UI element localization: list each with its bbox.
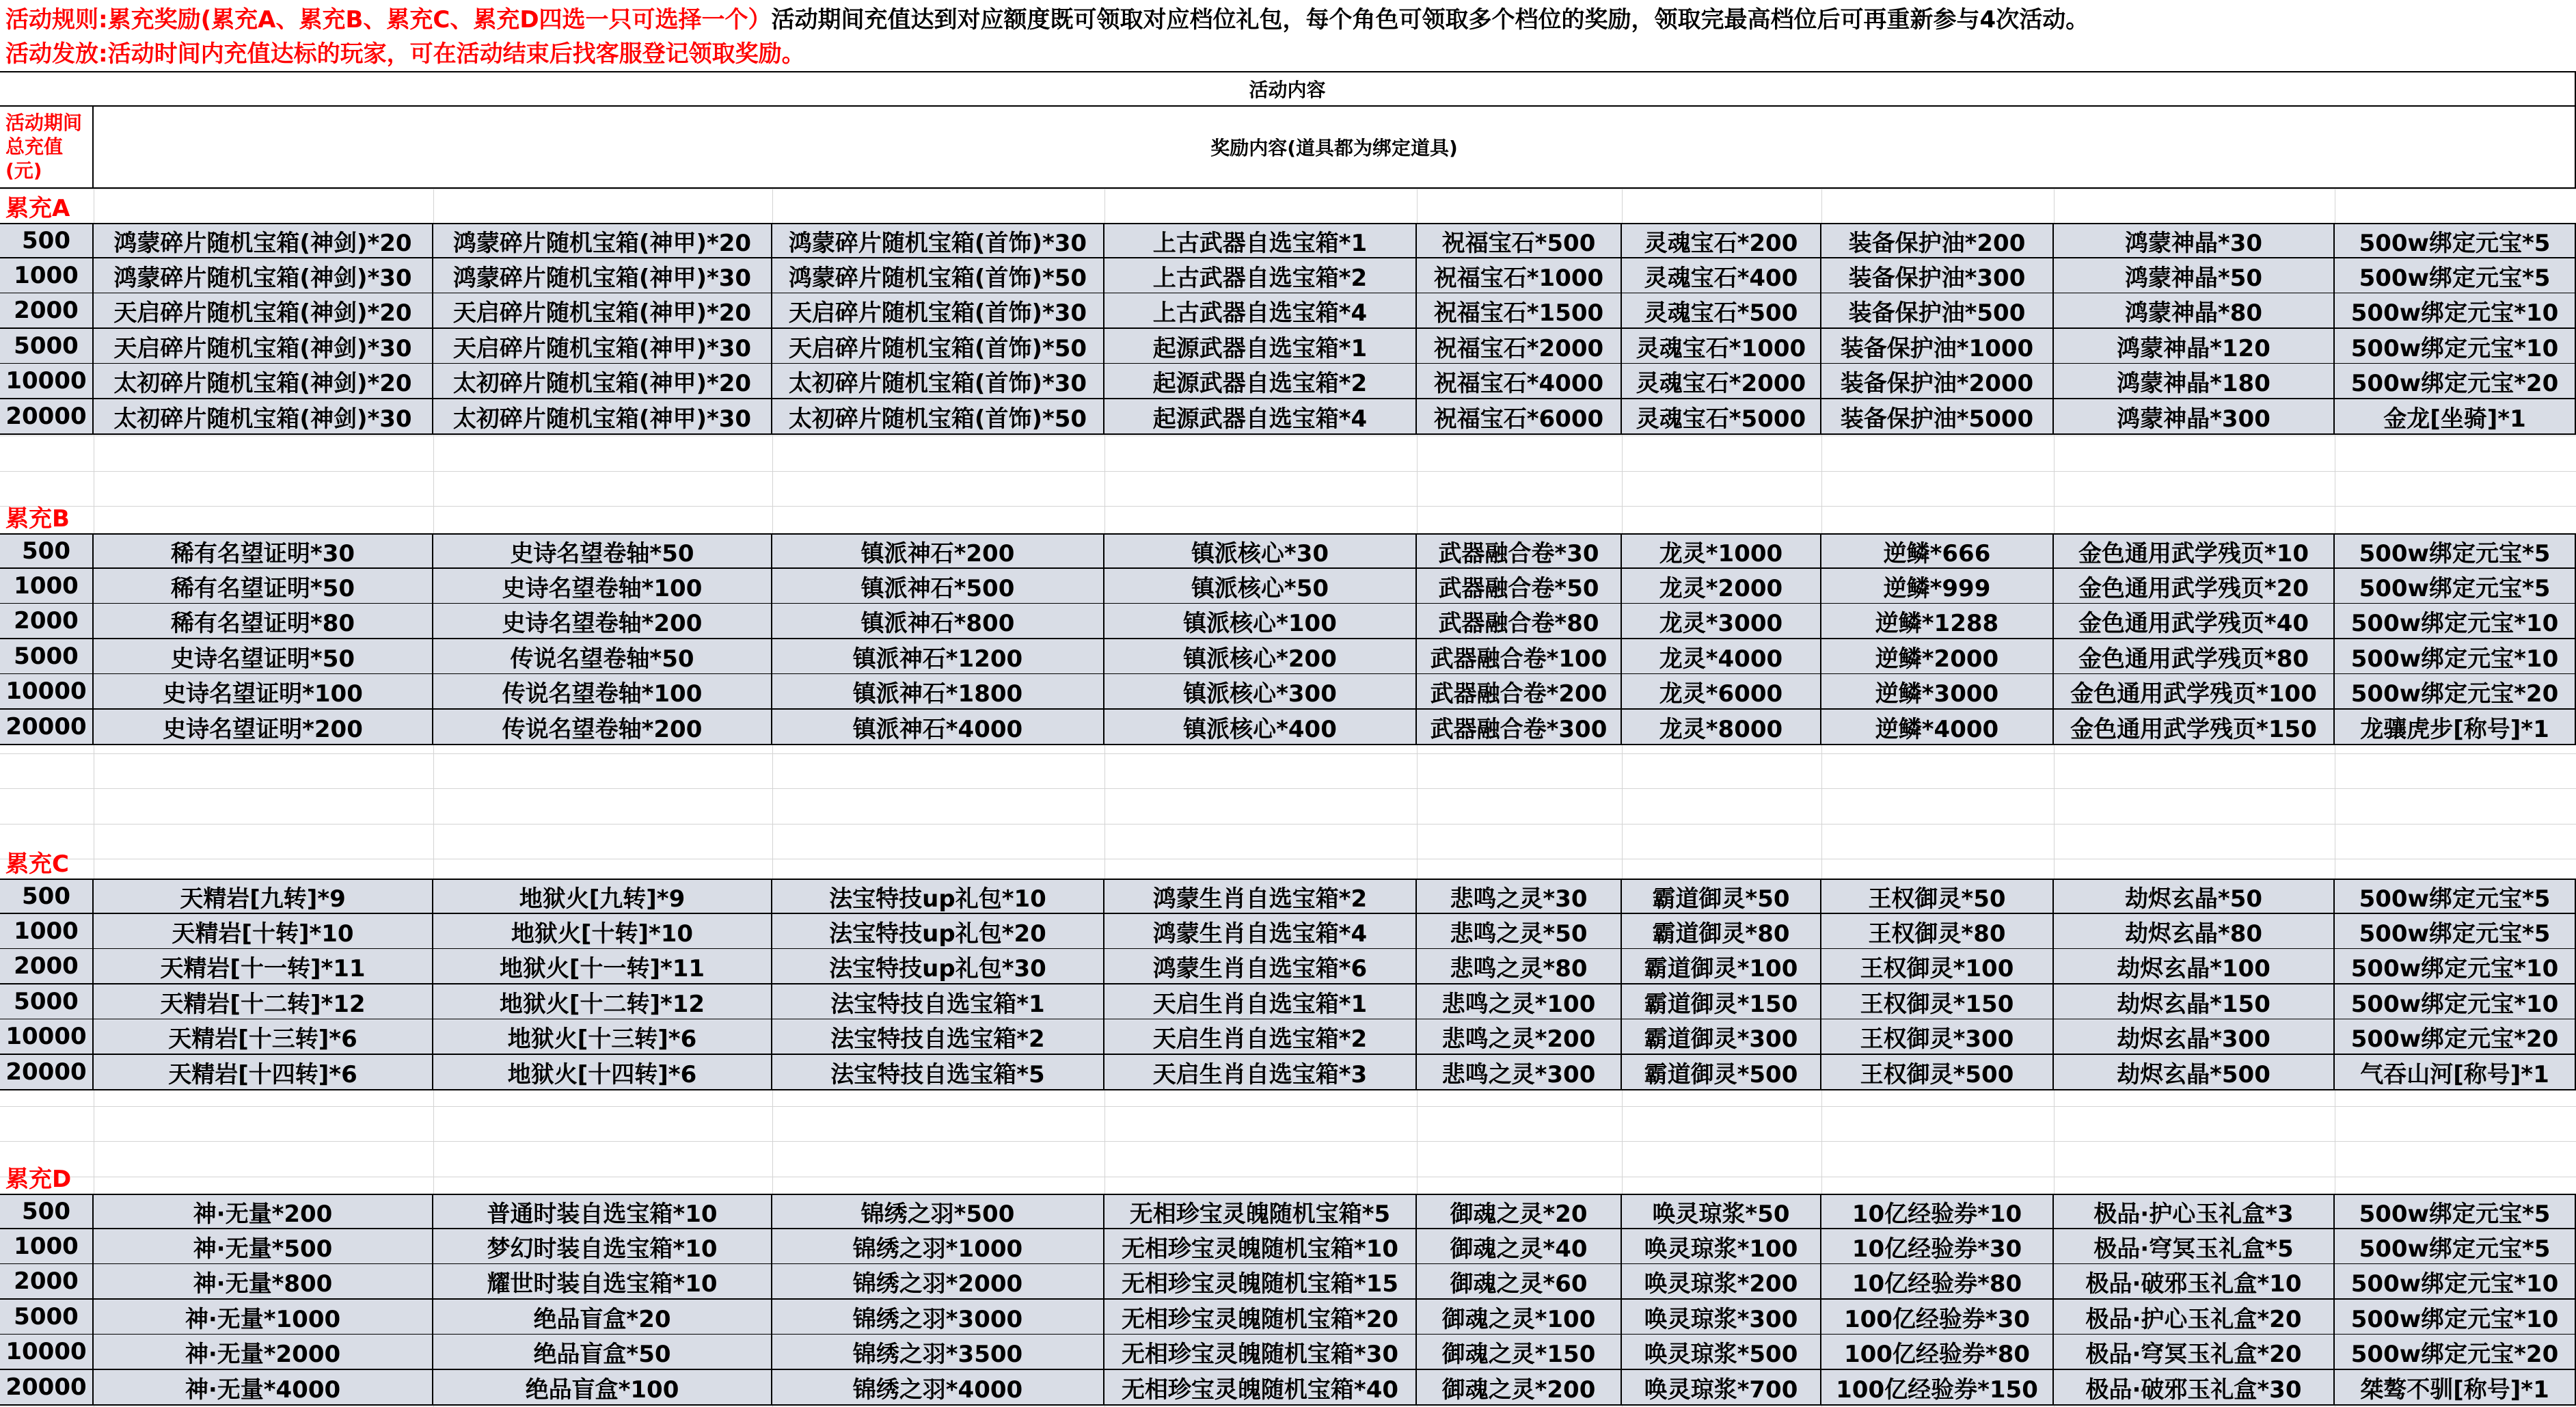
content-title: 活动内容 <box>0 71 2576 107</box>
reward-cell: 霸道御灵*150 <box>1622 984 1821 1020</box>
reward-cell: 悲鸣之灵*30 <box>1417 879 1622 914</box>
reward-cell: 传说名望卷轴*200 <box>433 710 772 745</box>
reward-cell: 祝福宝石*4000 <box>1417 364 1622 399</box>
reward-cell: 天启碎片随机宝箱(神甲)*20 <box>433 293 772 329</box>
reward-cell: 劫烬玄晶*100 <box>2054 949 2335 984</box>
reward-cell: 传说名望卷轴*50 <box>433 639 772 675</box>
reward-cell: 镇派神石*1800 <box>772 674 1104 710</box>
reward-cell: 神·无量*4000 <box>94 1370 433 1406</box>
gridline <box>0 471 2576 472</box>
reward-cell: 绝品盲盒*50 <box>433 1335 772 1370</box>
reward-cell: 稀有名望证明*30 <box>94 533 433 569</box>
reward-cell: 极品·护心玉礼盒*20 <box>2054 1300 2335 1335</box>
reward-cell: 天启生肖自选宝箱*1 <box>1104 984 1417 1020</box>
reward-cell: 史诗名望卷轴*50 <box>433 533 772 569</box>
reward-cell: 起源武器自选宝箱*1 <box>1104 329 1417 364</box>
reward-cell: 镇派核心*400 <box>1104 710 1417 745</box>
reward-cell: 无相珍宝灵魄随机宝箱*30 <box>1104 1335 1417 1370</box>
reward-cell: 普通时装自选宝箱*10 <box>433 1194 772 1229</box>
reward-cell: 10亿经验券*30 <box>1821 1229 2054 1265</box>
reward-cell: 镇派神石*200 <box>772 533 1104 569</box>
reward-cell: 镇派核心*300 <box>1104 674 1417 710</box>
reward-cell: 御魂之灵*200 <box>1417 1370 1622 1406</box>
recharge-amount-cell: 500 <box>0 533 94 569</box>
recharge-amount-cell: 500 <box>0 879 94 914</box>
reward-cell: 500w绑定元宝*10 <box>2335 1264 2576 1300</box>
recharge-amount-cell: 20000 <box>0 710 94 745</box>
reward-cell: 龙灵*4000 <box>1622 639 1821 675</box>
reward-cell: 鸿蒙神晶*300 <box>2054 399 2335 435</box>
reward-cell: 天精岩[十三转]*6 <box>94 1019 433 1055</box>
reward-cell: 太初碎片随机宝箱(神剑)*20 <box>94 364 433 399</box>
reward-cell: 地狱火[十一转]*11 <box>433 949 772 984</box>
reward-cell: 御魂之灵*150 <box>1417 1335 1622 1370</box>
rules-line <box>0 3 2089 37</box>
reward-cell: 龙灵*2000 <box>1622 569 1821 604</box>
reward-cell: 装备保护油*1000 <box>1821 329 2054 364</box>
reward-cell: 王权御灵*150 <box>1821 984 2054 1020</box>
reward-cell: 神·无量*800 <box>94 1264 433 1300</box>
reward-cell: 地狱火[九转]*9 <box>433 879 772 914</box>
reward-cell: 劫烬玄晶*50 <box>2054 879 2335 914</box>
reward-cell: 500w绑定元宝*5 <box>2335 879 2576 914</box>
reward-cell: 逆鳞*1288 <box>1821 604 2054 639</box>
reward-cell: 500w绑定元宝*5 <box>2335 914 2576 950</box>
reward-cell: 耀世时装自选宝箱*10 <box>433 1264 772 1300</box>
reward-cell: 神·无量*200 <box>94 1194 433 1229</box>
reward-cell: 天精岩[十转]*10 <box>94 914 433 950</box>
reward-cell: 金色通用武学残页*80 <box>2054 639 2335 675</box>
reward-cell: 500w绑定元宝*10 <box>2335 329 2576 364</box>
section-label: 累充D <box>5 1165 72 1193</box>
recharge-amount-cell: 5000 <box>0 329 94 364</box>
reward-cell: 100亿经验券*80 <box>1821 1335 2054 1370</box>
reward-cell: 锦绣之羽*2000 <box>772 1264 1104 1300</box>
reward-cell: 灵魂宝石*1000 <box>1622 329 1821 364</box>
reward-cell: 祝福宝石*1500 <box>1417 293 1622 329</box>
reward-cell: 500w绑定元宝*20 <box>2335 674 2576 710</box>
reward-cell: 龙灵*1000 <box>1622 533 1821 569</box>
reward-cell: 无相珍宝灵魄随机宝箱*20 <box>1104 1300 1417 1335</box>
recharge-amount-cell: 20000 <box>0 1055 94 1090</box>
reward-cell: 500w绑定元宝*5 <box>2335 223 2576 258</box>
reward-cell: 鸿蒙神晶*30 <box>2054 223 2335 258</box>
section-label: 累充B <box>5 505 70 533</box>
reward-cell: 起源武器自选宝箱*4 <box>1104 399 1417 435</box>
reward-cell: 地狱火[十二转]*12 <box>433 984 772 1020</box>
reward-cell: 500w绑定元宝*10 <box>2335 949 2576 984</box>
reward-cell: 悲鸣之灵*300 <box>1417 1055 1622 1090</box>
reward-cell: 100亿经验券*30 <box>1821 1300 2054 1335</box>
reward-cell: 神·无量*500 <box>94 1229 433 1265</box>
reward-cell: 悲鸣之灵*80 <box>1417 949 1622 984</box>
reward-cell: 金色通用武学残页*100 <box>2054 674 2335 710</box>
reward-cell: 装备保护油*2000 <box>1821 364 2054 399</box>
reward-cell: 无相珍宝灵魄随机宝箱*40 <box>1104 1370 1417 1406</box>
reward-cell: 上古武器自选宝箱*4 <box>1104 293 1417 329</box>
rule-label: 活动规则:累充奖励(累充A、累充B、累充C、累充D四选一只可选择一个） <box>5 6 772 34</box>
reward-cell: 传说名望卷轴*100 <box>433 674 772 710</box>
reward-cell: 劫烬玄晶*300 <box>2054 1019 2335 1055</box>
reward-cell: 御魂之灵*40 <box>1417 1229 1622 1265</box>
gridline <box>0 753 2576 754</box>
reward-cell: 悲鸣之灵*200 <box>1417 1019 1622 1055</box>
reward-cell: 极品·破邪玉礼盒*30 <box>2054 1370 2335 1406</box>
reward-cell: 太初碎片随机宝箱(神甲)*20 <box>433 364 772 399</box>
reward-cell: 唤灵琼浆*50 <box>1622 1194 1821 1229</box>
reward-cell: 御魂之灵*60 <box>1417 1264 1622 1300</box>
reward-cell: 镇派神石*500 <box>772 569 1104 604</box>
reward-cell: 史诗名望证明*50 <box>94 639 433 675</box>
reward-cell: 稀有名望证明*50 <box>94 569 433 604</box>
reward-cell: 锦绣之羽*3500 <box>772 1335 1104 1370</box>
reward-cell: 鸿蒙神晶*80 <box>2054 293 2335 329</box>
reward-cell: 王权御灵*50 <box>1821 879 2054 914</box>
reward-cell: 装备保护油*200 <box>1821 223 2054 258</box>
reward-cell: 鸿蒙神晶*180 <box>2054 364 2335 399</box>
reward-cell: 500w绑定元宝*5 <box>2335 258 2576 294</box>
reward-cell: 地狱火[十四转]*6 <box>433 1055 772 1090</box>
reward-cell: 史诗名望卷轴*200 <box>433 604 772 639</box>
reward-cell: 王权御灵*80 <box>1821 914 2054 950</box>
reward-cell: 灵魂宝石*400 <box>1622 258 1821 294</box>
reward-cell: 史诗名望证明*100 <box>94 674 433 710</box>
reward-cell: 唤灵琼浆*300 <box>1622 1300 1821 1335</box>
recharge-amount-cell: 10000 <box>0 1019 94 1055</box>
reward-cell: 500w绑定元宝*5 <box>2335 533 2576 569</box>
reward-cell: 法宝特技up礼包*10 <box>772 879 1104 914</box>
recharge-amount-cell: 20000 <box>0 1370 94 1406</box>
reward-cell: 武器融合卷*50 <box>1417 569 1622 604</box>
reward-cell: 龙灵*6000 <box>1622 674 1821 710</box>
reward-cell: 祝福宝石*1000 <box>1417 258 1622 294</box>
reward-cell: 灵魂宝石*500 <box>1622 293 1821 329</box>
reward-cell: 500w绑定元宝*10 <box>2335 1300 2576 1335</box>
reward-cell: 地狱火[十转]*10 <box>433 914 772 950</box>
reward-cell: 霸道御灵*50 <box>1622 879 1821 914</box>
reward-cell: 鸿蒙碎片随机宝箱(神甲)*20 <box>433 223 772 258</box>
recharge-amount-cell: 5000 <box>0 984 94 1020</box>
reward-cell: 唤灵琼浆*700 <box>1622 1370 1821 1406</box>
reward-cell: 法宝特技up礼包*30 <box>772 949 1104 984</box>
reward-cell: 地狱火[十三转]*6 <box>433 1019 772 1055</box>
reward-cell: 龙灵*3000 <box>1622 604 1821 639</box>
recharge-amount-cell: 10000 <box>0 364 94 399</box>
reward-cell: 鸿蒙碎片随机宝箱(神甲)*30 <box>433 258 772 294</box>
reward-cell: 极品·破邪玉礼盒*10 <box>2054 1264 2335 1300</box>
reward-cell: 悲鸣之灵*50 <box>1417 914 1622 950</box>
reward-cell: 天精岩[九转]*9 <box>94 879 433 914</box>
reward-cell: 镇派核心*100 <box>1104 604 1417 639</box>
recharge-amount-cell: 1000 <box>0 914 94 950</box>
reward-cell: 装备保护油*300 <box>1821 258 2054 294</box>
gridline <box>0 1141 2576 1142</box>
reward-cell: 500w绑定元宝*10 <box>2335 604 2576 639</box>
reward-cell: 鸿蒙神晶*120 <box>2054 329 2335 364</box>
reward-cell: 鸿蒙碎片随机宝箱(神剑)*30 <box>94 258 433 294</box>
reward-cell: 10亿经验券*80 <box>1821 1264 2054 1300</box>
reward-cell: 祝福宝石*6000 <box>1417 399 1622 435</box>
reward-cell: 神·无量*2000 <box>94 1335 433 1370</box>
reward-cell: 鸿蒙碎片随机宝箱(神剑)*20 <box>94 223 433 258</box>
reward-cell: 鸿蒙神晶*50 <box>2054 258 2335 294</box>
reward-cell: 10亿经验券*10 <box>1821 1194 2054 1229</box>
reward-cell: 金色通用武学残页*10 <box>2054 533 2335 569</box>
reward-cell: 绝品盲盒*100 <box>433 1370 772 1406</box>
reward-cell: 武器融合卷*30 <box>1417 533 1622 569</box>
recharge-amount-cell: 5000 <box>0 639 94 675</box>
reward-cell: 金色通用武学残页*20 <box>2054 569 2335 604</box>
recharge-amount-cell: 2000 <box>0 604 94 639</box>
reward-cell: 上古武器自选宝箱*1 <box>1104 223 1417 258</box>
reward-cell: 镇派神石*4000 <box>772 710 1104 745</box>
reward-cell: 法宝特技自选宝箱*5 <box>772 1055 1104 1090</box>
reward-cell: 500w绑定元宝*10 <box>2335 293 2576 329</box>
gridline <box>0 1106 2576 1107</box>
reward-cell: 逆鳞*666 <box>1821 533 2054 569</box>
reward-cell: 装备保护油*500 <box>1821 293 2054 329</box>
reward-cell: 唤灵琼浆*100 <box>1622 1229 1821 1265</box>
reward-cell: 灵魂宝石*2000 <box>1622 364 1821 399</box>
reward-cell: 武器融合卷*100 <box>1417 639 1622 675</box>
reward-cell: 劫烬玄晶*500 <box>2054 1055 2335 1090</box>
reward-cell: 灵魂宝石*200 <box>1622 223 1821 258</box>
reward-cell: 法宝特技up礼包*20 <box>772 914 1104 950</box>
reward-cell: 史诗名望卷轴*100 <box>433 569 772 604</box>
reward-cell: 绝品盲盒*20 <box>433 1300 772 1335</box>
recharge-amount-cell: 20000 <box>0 399 94 435</box>
recharge-amount-cell: 500 <box>0 1194 94 1229</box>
reward-cell: 龙灵*8000 <box>1622 710 1821 745</box>
gridline <box>0 506 2576 507</box>
reward-cell: 太初碎片随机宝箱(首饰)*30 <box>772 364 1104 399</box>
recharge-amount-cell: 5000 <box>0 1300 94 1335</box>
reward-cell: 镇派核心*30 <box>1104 533 1417 569</box>
reward-cell: 史诗名望证明*200 <box>94 710 433 745</box>
reward-cell: 起源武器自选宝箱*2 <box>1104 364 1417 399</box>
reward-cell: 天精岩[十一转]*11 <box>94 949 433 984</box>
reward-cell: 天启碎片随机宝箱(神剑)*20 <box>94 293 433 329</box>
reward-cell: 太初碎片随机宝箱(首饰)*50 <box>772 399 1104 435</box>
reward-cell: 锦绣之羽*3000 <box>772 1300 1104 1335</box>
reward-cell: 御魂之灵*100 <box>1417 1300 1622 1335</box>
distribution-line: 活动发放:活动时间内充值达标的玩家，可在活动结束后找客服登记领取奖励。 <box>5 40 805 68</box>
reward-cell: 桀骜不驯[称号]*1 <box>2335 1370 2576 1406</box>
reward-cell: 无相珍宝灵魄随机宝箱*5 <box>1104 1194 1417 1229</box>
reward-cell: 500w绑定元宝*5 <box>2335 569 2576 604</box>
reward-cell: 霸道御灵*500 <box>1622 1055 1821 1090</box>
reward-cell: 法宝特技自选宝箱*2 <box>772 1019 1104 1055</box>
recharge-amount-cell: 2000 <box>0 293 94 329</box>
reward-cell: 装备保护油*5000 <box>1821 399 2054 435</box>
reward-cell: 天启碎片随机宝箱(首饰)*50 <box>772 329 1104 364</box>
reward-cell: 霸道御灵*300 <box>1622 1019 1821 1055</box>
reward-cell: 逆鳞*2000 <box>1821 639 2054 675</box>
reward-cell: 祝福宝石*2000 <box>1417 329 1622 364</box>
reward-cell: 神·无量*1000 <box>94 1300 433 1335</box>
reward-cell: 极品·穹冥玉礼盒*20 <box>2054 1335 2335 1370</box>
rule-text: 活动期间充值达到对应额度既可领取对应档位礼包，每个角色可领取多个档位的奖励，领取完最高档位后可再重新参与4次活动。 <box>771 6 2089 34</box>
reward-cell: 武器融合卷*80 <box>1417 604 1622 639</box>
recharge-amount-cell: 2000 <box>0 949 94 984</box>
reward-cell: 王权御灵*300 <box>1821 1019 2054 1055</box>
reward-cell: 天启生肖自选宝箱*2 <box>1104 1019 1417 1055</box>
recharge-amount-cell: 2000 <box>0 1264 94 1300</box>
reward-cell: 极品·护心玉礼盒*3 <box>2054 1194 2335 1229</box>
reward-cell: 镇派核心*200 <box>1104 639 1417 675</box>
reward-cell: 锦绣之羽*4000 <box>772 1370 1104 1406</box>
reward-cell: 逆鳞*4000 <box>1821 710 2054 745</box>
reward-cell: 天精岩[十四转]*6 <box>94 1055 433 1090</box>
reward-cell: 稀有名望证明*80 <box>94 604 433 639</box>
reward-cell: 锦绣之羽*500 <box>772 1194 1104 1229</box>
reward-cell: 逆鳞*999 <box>1821 569 2054 604</box>
total-recharge-header: 活动期间总充值(元) <box>0 107 94 189</box>
reward-cell: 金色通用武学残页*40 <box>2054 604 2335 639</box>
reward-cell: 霸道御灵*100 <box>1622 949 1821 984</box>
section-label: 累充A <box>5 194 70 222</box>
reward-cell: 500w绑定元宝*20 <box>2335 1019 2576 1055</box>
gridline <box>0 788 2576 789</box>
reward-cell: 金龙[坐骑]*1 <box>2335 399 2576 435</box>
section-label: 累充C <box>5 850 69 878</box>
reward-cell: 灵魂宝石*5000 <box>1622 399 1821 435</box>
reward-cell: 武器融合卷*300 <box>1417 710 1622 745</box>
reward-cell: 500w绑定元宝*10 <box>2335 984 2576 1020</box>
reward-cell: 无相珍宝灵魄随机宝箱*15 <box>1104 1264 1417 1300</box>
reward-cell: 太初碎片随机宝箱(神剑)*30 <box>94 399 433 435</box>
reward-cell: 龙骧虎步[称号]*1 <box>2335 710 2576 745</box>
reward-cell: 天启碎片随机宝箱(神甲)*30 <box>433 329 772 364</box>
reward-cell: 镇派核心*50 <box>1104 569 1417 604</box>
reward-cell: 祝福宝石*500 <box>1417 223 1622 258</box>
reward-cell: 劫烬玄晶*150 <box>2054 984 2335 1020</box>
reward-cell: 镇派神石*1200 <box>772 639 1104 675</box>
recharge-amount-cell: 1000 <box>0 569 94 604</box>
reward-cell: 鸿蒙生肖自选宝箱*2 <box>1104 879 1417 914</box>
recharge-amount-cell: 10000 <box>0 1335 94 1370</box>
reward-cell: 王权御灵*100 <box>1821 949 2054 984</box>
reward-cell: 天启碎片随机宝箱(神剑)*30 <box>94 329 433 364</box>
reward-cell: 无相珍宝灵魄随机宝箱*10 <box>1104 1229 1417 1265</box>
reward-cell: 梦幻时装自选宝箱*10 <box>433 1229 772 1265</box>
reward-cell: 唤灵琼浆*500 <box>1622 1335 1821 1370</box>
recharge-amount-cell: 500 <box>0 223 94 258</box>
recharge-amount-cell: 10000 <box>0 674 94 710</box>
reward-cell: 镇派神石*800 <box>772 604 1104 639</box>
reward-cell: 鸿蒙碎片随机宝箱(首饰)*30 <box>772 223 1104 258</box>
reward-cell: 气吞山河[称号]*1 <box>2335 1055 2576 1090</box>
reward-cell: 500w绑定元宝*20 <box>2335 1335 2576 1370</box>
reward-cell: 太初碎片随机宝箱(神甲)*30 <box>433 399 772 435</box>
reward-cell: 上古武器自选宝箱*2 <box>1104 258 1417 294</box>
reward-cell: 500w绑定元宝*5 <box>2335 1194 2576 1229</box>
reward-cell: 天精岩[十二转]*12 <box>94 984 433 1020</box>
rewards-header: 奖励内容(道具都为绑定道具) <box>94 107 2576 189</box>
reward-cell: 劫烬玄晶*80 <box>2054 914 2335 950</box>
reward-cell: 100亿经验券*150 <box>1821 1370 2054 1406</box>
reward-cell: 逆鳞*3000 <box>1821 674 2054 710</box>
reward-cell: 悲鸣之灵*100 <box>1417 984 1622 1020</box>
reward-cell: 500w绑定元宝*5 <box>2335 1229 2576 1265</box>
reward-cell: 金色通用武学残页*150 <box>2054 710 2335 745</box>
reward-cell: 武器融合卷*200 <box>1417 674 1622 710</box>
reward-cell: 王权御灵*500 <box>1821 1055 2054 1090</box>
reward-cell: 唤灵琼浆*200 <box>1622 1264 1821 1300</box>
reward-cell: 法宝特技自选宝箱*1 <box>772 984 1104 1020</box>
reward-cell: 鸿蒙生肖自选宝箱*4 <box>1104 914 1417 950</box>
gridline <box>0 824 2576 825</box>
reward-cell: 天启生肖自选宝箱*3 <box>1104 1055 1417 1090</box>
recharge-amount-cell: 1000 <box>0 1229 94 1265</box>
reward-cell: 天启碎片随机宝箱(首饰)*30 <box>772 293 1104 329</box>
reward-cell: 锦绣之羽*1000 <box>772 1229 1104 1265</box>
recharge-amount-cell: 1000 <box>0 258 94 294</box>
reward-cell: 极品·穹冥玉礼盒*5 <box>2054 1229 2335 1265</box>
reward-cell: 鸿蒙生肖自选宝箱*6 <box>1104 949 1417 984</box>
reward-cell: 500w绑定元宝*20 <box>2335 364 2576 399</box>
reward-cell: 霸道御灵*80 <box>1622 914 1821 950</box>
reward-cell: 御魂之灵*20 <box>1417 1194 1622 1229</box>
reward-cell: 500w绑定元宝*10 <box>2335 639 2576 675</box>
reward-cell: 鸿蒙碎片随机宝箱(首饰)*50 <box>772 258 1104 294</box>
